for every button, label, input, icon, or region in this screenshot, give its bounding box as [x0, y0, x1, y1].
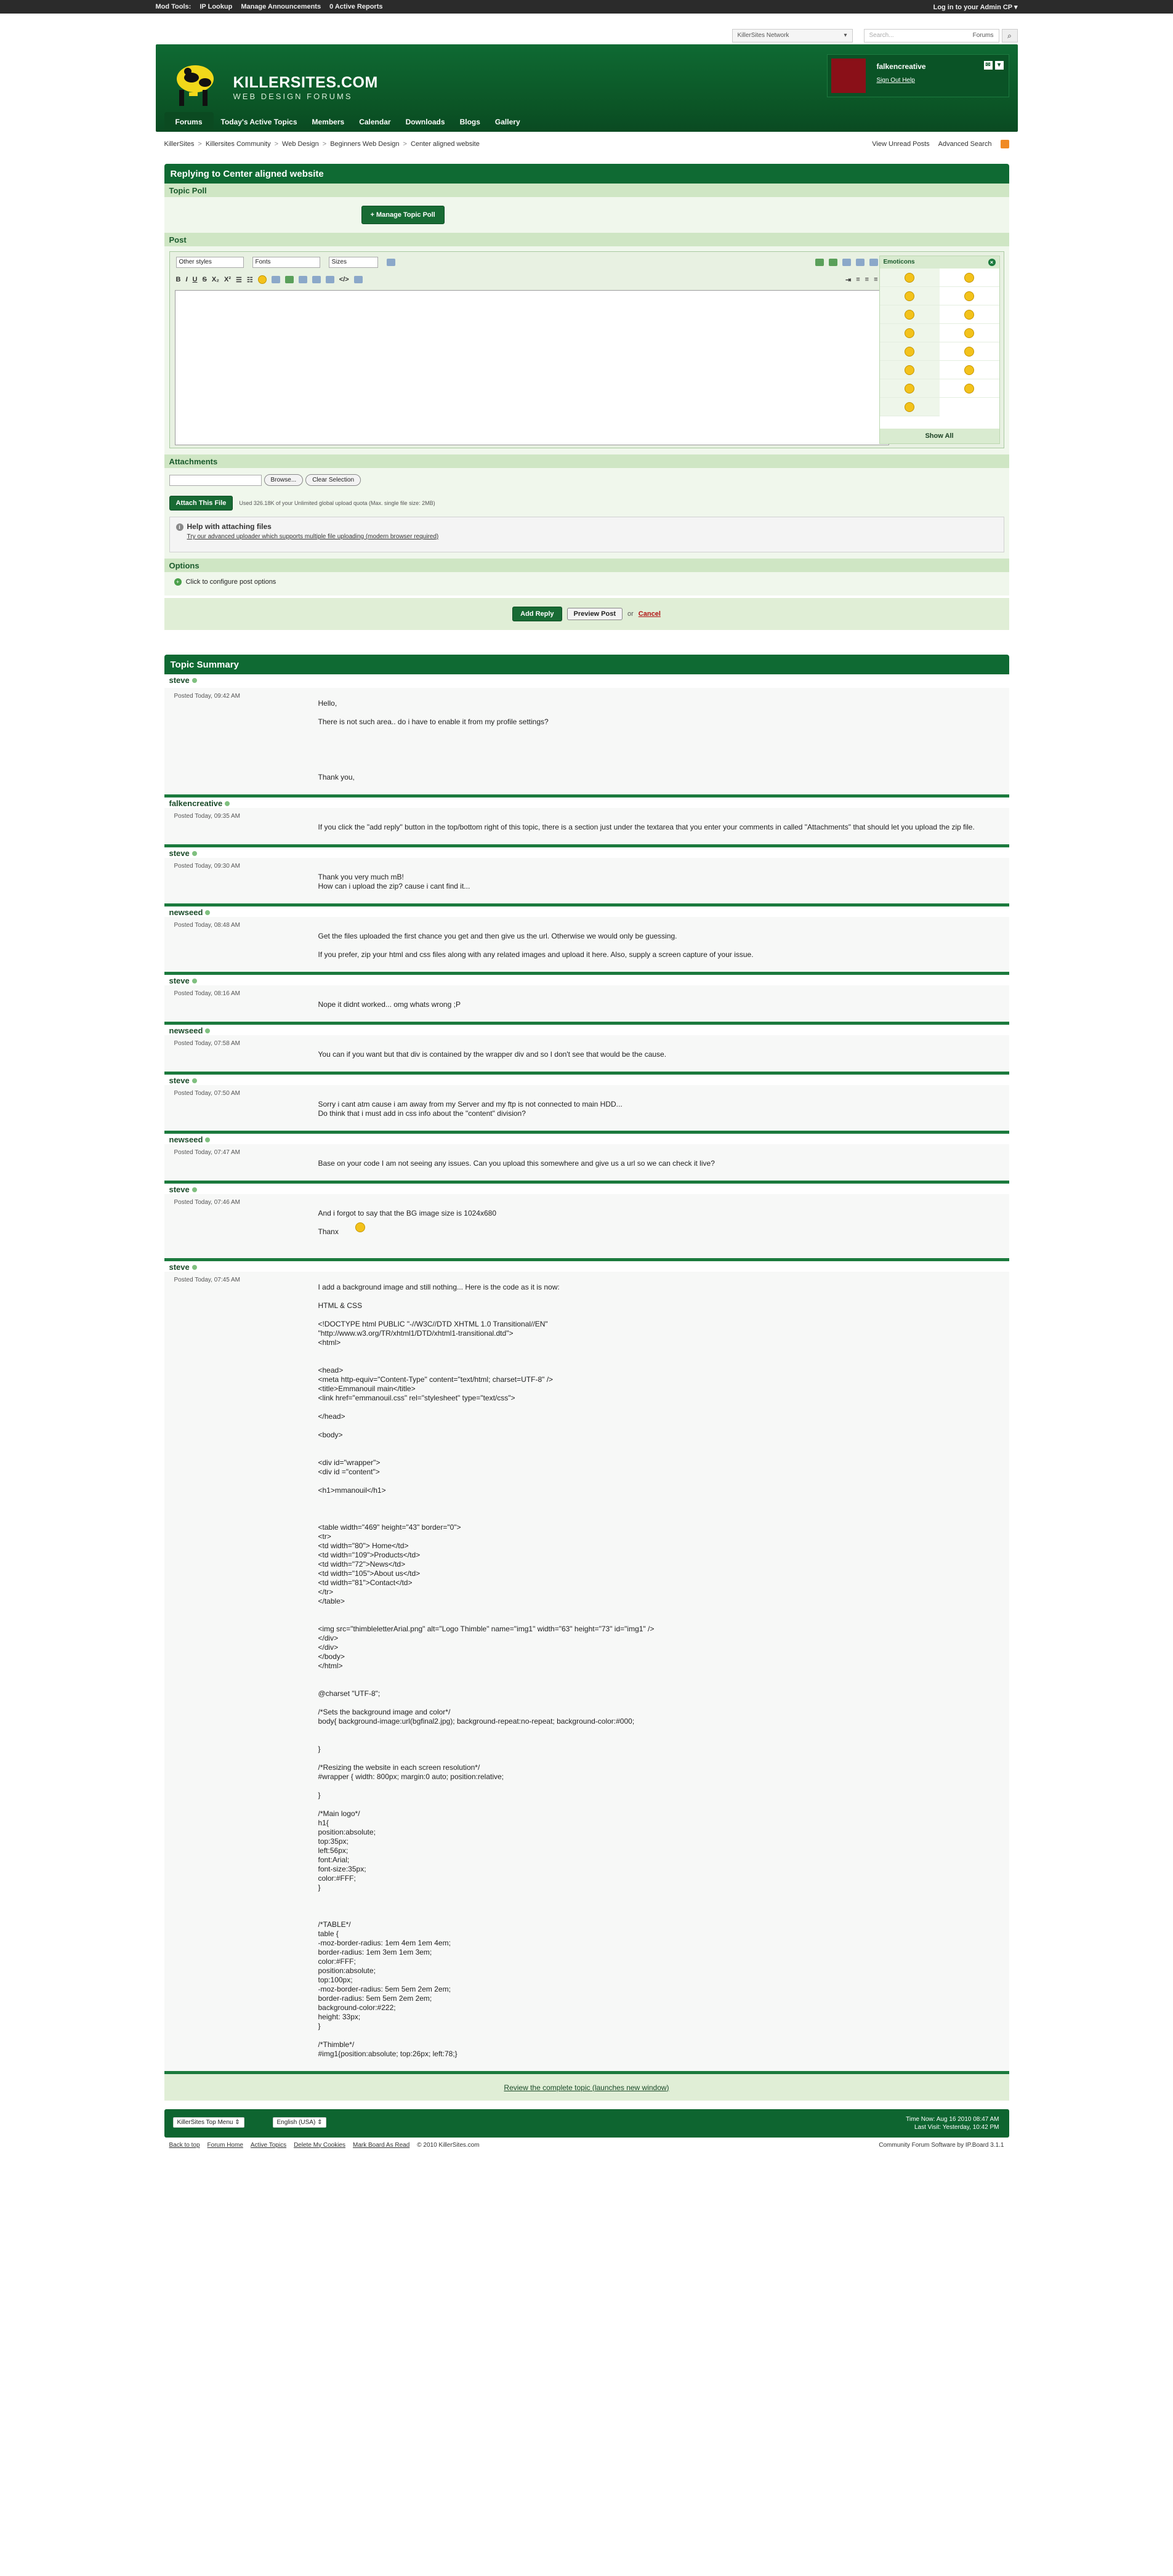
emoticon-mad-icon[interactable]: [905, 347, 914, 357]
post-date: Posted Today, 07:46 AM: [174, 1199, 240, 1206]
site-logo[interactable]: [233, 74, 378, 101]
redo-icon[interactable]: [829, 259, 837, 266]
strikethrough-icon[interactable]: S: [202, 276, 207, 283]
primary-nav: [164, 112, 528, 132]
online-status-icon: [192, 979, 197, 983]
user-box: [827, 54, 1009, 97]
time-now: Time Now: Aug 16 2010 08:47 AM: [906, 2116, 999, 2123]
email-icon[interactable]: [299, 276, 307, 283]
network-row: [0, 14, 1173, 44]
help-icon[interactable]: [856, 259, 865, 266]
cancel-link[interactable]: Cancel: [638, 610, 661, 618]
post-date: Posted Today, 07:58 AM: [174, 1040, 240, 1047]
tab-active-topics[interactable]: Today's Active Topics: [220, 118, 297, 126]
post-date: Posted Today, 09:35 AM: [174, 813, 240, 820]
powered-by[interactable]: Community Forum Software by IP.Board 3.1.1: [879, 2141, 1004, 2149]
online-status-icon: [192, 851, 197, 856]
mod-tools-label: Mod Tools:: [155, 3, 191, 10]
or-text: or: [627, 610, 634, 618]
emoticon-dry-icon[interactable]: [905, 365, 914, 375]
emoticon-ohmy-icon[interactable]: [964, 347, 974, 357]
breadcrumb-item[interactable]: Killersites Community: [205, 140, 271, 148]
advanced-uploader-link[interactable]: Try our advanced uploader which supports multiple file uploading (modern browser required): [187, 533, 439, 540]
align-center-icon[interactable]: ≡: [865, 275, 869, 283]
post: [164, 1131, 1009, 1181]
clear-selection-button[interactable]: Clear Selection: [305, 474, 361, 486]
search-button[interactable]: [1002, 29, 1018, 42]
post: [164, 903, 1009, 972]
mark-read-link[interactable]: Mark Board As Read: [353, 2141, 410, 2149]
post-date: Posted Today, 08:16 AM: [174, 990, 240, 997]
online-status-icon: [192, 678, 197, 683]
emoticon-icon[interactable]: [258, 275, 267, 284]
smiley-icon: [355, 1222, 365, 1232]
emoticon-cool-icon[interactable]: [964, 328, 974, 338]
language-select[interactable]: English (USA) ⇕: [273, 2117, 327, 2128]
post-author[interactable]: newseed: [169, 1026, 203, 1035]
topic-summary-title: Topic Summary: [164, 655, 1009, 674]
breadcrumb-item[interactable]: Center aligned website: [410, 140, 480, 148]
post: [164, 794, 1009, 844]
undo-icon[interactable]: [815, 259, 824, 266]
show-all-emoticons-button[interactable]: Show All: [880, 429, 999, 443]
post-content: Base on your code I am not seeing any issues. Can you upload this somewhere and give us a url so we can check it live?: [318, 1159, 715, 1168]
topic-summary: [164, 655, 1009, 2101]
emoticon-grid: [880, 269, 999, 416]
emoticon-smile-icon[interactable]: [905, 273, 914, 283]
sizes-select[interactable]: Sizes: [329, 257, 378, 268]
delete-cookies-link[interactable]: Delete My Cookies: [294, 2141, 345, 2149]
manage-poll-button[interactable]: + Manage Topic Poll: [361, 206, 445, 224]
post-author[interactable]: steve: [169, 676, 190, 685]
emoticon-laugh-icon[interactable]: [905, 310, 914, 320]
styles-select[interactable]: Other styles: [176, 257, 244, 268]
post-author[interactable]: steve: [169, 849, 190, 858]
emoticon-grin-icon[interactable]: [964, 273, 974, 283]
tab-downloads[interactable]: Downloads: [405, 118, 445, 126]
add-icon[interactable]: +: [174, 578, 182, 586]
online-status-icon: [225, 801, 230, 806]
source-icon[interactable]: [869, 259, 878, 266]
review-topic-link[interactable]: Review the complete topic (launches new window): [504, 2083, 669, 2092]
media-icon[interactable]: [312, 276, 321, 283]
rich-text-editor: [169, 251, 1004, 448]
file-input[interactable]: [169, 475, 262, 486]
online-status-icon: [205, 910, 210, 915]
post: [164, 972, 1009, 1022]
editor-toolbar: [170, 252, 884, 286]
rss-icon[interactable]: [1001, 140, 1009, 148]
attachments-header: Attachments: [164, 454, 1009, 468]
post: [164, 1022, 1009, 1072]
tab-gallery[interactable]: Gallery: [494, 118, 520, 126]
post-date: Posted Today, 07:50 AM: [174, 1090, 240, 1097]
upload-help-box: [169, 517, 1004, 552]
logo-subtitle: WEB DESIGN FORUMS: [233, 92, 353, 101]
post-content: Thank you very much mB! How can i upload the zip? cause i cant find it...: [318, 873, 470, 890]
tab-forums[interactable]: Forums: [164, 112, 214, 132]
code-icon[interactable]: </>: [339, 276, 349, 283]
post-author[interactable]: steve: [169, 1262, 190, 1272]
underline-icon[interactable]: U: [192, 276, 198, 283]
emoticon-biggrin-icon[interactable]: [905, 402, 914, 412]
messages-icon[interactable]: ✉: [984, 61, 993, 70]
info-icon: i: [176, 523, 183, 531]
chevron-down-icon[interactable]: ▾: [995, 61, 1004, 70]
review-topic-bar: [164, 2071, 1009, 2101]
site-header: [156, 44, 1018, 132]
post-date: Posted Today, 08:48 AM: [174, 922, 240, 929]
post-author[interactable]: newseed: [169, 908, 203, 917]
superscript-icon[interactable]: X²: [224, 276, 232, 283]
other-icon[interactable]: [354, 276, 363, 283]
link-icon[interactable]: [272, 276, 280, 283]
search-icon: ⌕: [1007, 31, 1012, 40]
options-header: Options: [164, 559, 1009, 572]
frog-logo-icon[interactable]: [167, 54, 224, 111]
post-textarea[interactable]: [175, 290, 889, 445]
copyright: © 2010 KillerSites.com: [417, 2141, 480, 2149]
upload-quota-text: Used 326.18K of your Unlimited global upload quota (Max. single file size: 2MB): [239, 500, 435, 506]
subscript-icon[interactable]: X₂: [211, 276, 220, 283]
breadcrumb-item[interactable]: KillerSites: [164, 140, 195, 148]
online-status-icon: [192, 1265, 197, 1270]
post-content: Hello, There is not such area.. do i have to enable it from my profile settings? Thank you,: [318, 699, 549, 781]
admin-cp-link[interactable]: Log in to your Admin CP ▾: [933, 3, 1018, 11]
search-input[interactable]: Search... Forums: [864, 29, 999, 42]
post: [164, 1181, 1009, 1258]
online-status-icon: [205, 1028, 210, 1033]
advanced-search-link[interactable]: Advanced Search: [938, 140, 992, 148]
color-icon[interactable]: [387, 259, 395, 266]
logo-title: KILLERSITES.COM: [233, 74, 378, 91]
breadcrumb: KillerSites > Killersites Community > Web Design > Beginners Web Design > Center aligned website View Unread Posts Advanced Search: [156, 132, 1018, 156]
post-content: If you click the "add reply" button in the top/bottom right of this topic, there is a section just under the textarea that you enter your comments in called "Attachments" that should let you upload the zip file.: [318, 823, 975, 831]
online-status-icon: [192, 1078, 197, 1083]
italic-icon[interactable]: I: [185, 276, 188, 283]
top-menu-select[interactable]: KillerSites Top Menu ⇕: [173, 2117, 244, 2128]
numbered-list-icon[interactable]: ☷: [246, 276, 253, 284]
search-scope[interactable]: Forums: [972, 32, 994, 39]
quote-icon[interactable]: [326, 276, 334, 283]
browse-button[interactable]: Browse...: [264, 474, 304, 486]
align-left-icon[interactable]: ≡: [856, 275, 860, 283]
avatar[interactable]: [831, 59, 866, 93]
emoticon-huh-icon[interactable]: [905, 328, 914, 338]
align-right-icon[interactable]: ≡: [874, 275, 878, 283]
post-author[interactable]: steve: [169, 976, 190, 985]
page-title: Replying to Center aligned website: [164, 164, 1009, 184]
post: [164, 844, 1009, 903]
post-author[interactable]: newseed: [169, 1135, 203, 1144]
form-actions: [164, 598, 1009, 630]
post-content: And i forgot to say that the BG image size is 1024x680 Thanx: [318, 1209, 496, 1236]
bullet-list-icon[interactable]: ☰: [236, 276, 242, 284]
last-visit: Last Visit: Yesterday, 10:42 PM: [914, 2124, 999, 2131]
back-to-top-link[interactable]: Back to top: [169, 2141, 200, 2149]
post-author[interactable]: falkencreative: [169, 799, 223, 808]
user-links[interactable]: Sign Out Help: [876, 77, 915, 84]
footer-bar: [164, 2109, 1009, 2138]
breadcrumb-item[interactable]: Beginners Web Design: [330, 140, 400, 148]
tab-blogs[interactable]: Blogs: [459, 118, 480, 126]
post-content: You can if you want but that div is contained by the wrapper div and so I don't see that would be the cause.: [318, 1050, 667, 1059]
network-select[interactable]: KillerSites Network ▾: [732, 29, 853, 42]
post-content: Get the files uploaded the first chance you get and then give us the url. Otherwise we would only be guessing. If you prefer, zip your html and css files along with any related images and upload it here. Also, supply a screen capture of your issue.: [318, 932, 754, 959]
post-content: I add a background image and still nothing... Here is the code as it is now: HTML & CSS <!DOCTYPE html PUBLIC "-//W3C//DTD XHTML 1.0 Transitional//EN" "http://www.w3.org/TR/xhtml1/DTD/xhtml1-transitional.dtd"> <html> <head> <meta http-equiv="Content-Type" content="text/html; charset=UTF-8" /> <title>Emmanouil main</title> <link href="emmanouil.css" rel="stylesheet" type="text/css"> </head> <body> <div id="wrapper"> <div id ="content"> <h1>mmanouil</h1> <table width="469" height="43" border="0"> <tr> <td width="80"> Home</td> <td width="109">Products</td> <td width="72">News</td> <td width="105">About us</td> <td width="81">Contact</td> </tr> </table> <img src="thimbleletterArial.png" alt="Logo Thimble" name="img1" width="63" height="73" id="img1" /> </div> </div> </body> </html> @charset "UTF-8"; /*Sets the background image and color*/ body{ background-image:url(bgfinal2.jpg); background-repeat:no-repeat; background-color:#000; } /*Resizing the website in each screen resolution*/ #wrapper { width: 800px; margin:0 auto; position:relative; } /*Main logo*/ h1{ position:absolute; top:35px; left:56px; font:Arial; font-size:35px; color:#FFF; } /*TABLE*/ table { -moz-border-radius: 1em 4em 1em 4em; border-radius: 1em 3em 1em 3em; color:#FFF; position:absolute; top:100px; -moz-border-radius: 5em 5em 2em 2em; border-radius: 5em 5em 2em 2em; background-color:#222; height: 33px; } /*Thimble*/ #img1{position:absolute; top:26px; left:78;}: [318, 1283, 655, 2058]
active-topics-link[interactable]: Active Topics: [250, 2141, 287, 2149]
post-date: Posted Today, 07:45 AM: [174, 1277, 240, 1283]
post-header: Post: [164, 233, 1009, 246]
online-status-icon: [192, 1187, 197, 1192]
fonts-select[interactable]: Fonts: [252, 257, 320, 268]
post: [164, 674, 1009, 794]
username[interactable]: falkencreative: [876, 62, 926, 71]
post-date: Posted Today, 07:47 AM: [174, 1149, 240, 1156]
footer-links: [164, 2138, 1009, 2152]
emoticons-title: Emoticons: [883, 259, 915, 265]
online-status-icon: [205, 1137, 210, 1142]
attachments-area: [164, 468, 1009, 559]
bold-icon[interactable]: B: [175, 276, 181, 283]
chevron-down-icon: ▾: [844, 32, 847, 39]
emoticon-sad-icon[interactable]: [964, 310, 974, 320]
ip-lookup-link[interactable]: IP Lookup: [200, 3, 233, 10]
post: [164, 1072, 1009, 1131]
help-title: Help with attaching files: [187, 522, 272, 531]
close-icon[interactable]: ×: [988, 259, 996, 266]
emoticon-happy-icon[interactable]: [905, 384, 914, 394]
forum-home-link[interactable]: Forum Home: [207, 2141, 243, 2149]
post: [164, 1258, 1009, 2071]
admin-bar: [0, 0, 1173, 14]
topic-poll-header: Topic Poll: [164, 184, 1009, 197]
configure-options-link[interactable]: Click to configure post options: [185, 578, 276, 586]
indent-icon[interactable]: ⇥: [845, 276, 852, 284]
post-author[interactable]: steve: [169, 1076, 190, 1085]
post-author[interactable]: steve: [169, 1185, 190, 1194]
emoticon-tongue-icon[interactable]: [964, 291, 974, 301]
post-date: Posted Today, 09:30 AM: [174, 863, 240, 870]
emoticon-wink-icon[interactable]: [905, 291, 914, 301]
view-unread-link[interactable]: View Unread Posts: [872, 140, 930, 148]
attach-file-button[interactable]: Attach This File: [169, 496, 233, 511]
image-icon[interactable]: [285, 276, 294, 283]
emoticons-panel: [879, 256, 1000, 444]
post-content: Sorry i cant atm cause i am away from my Server and my ftp is not connected to main HDD... Do think that i must add in css info about the "content" division?: [318, 1100, 623, 1118]
manage-announcements-link[interactable]: Manage Announcements: [241, 3, 321, 10]
tab-calendar[interactable]: Calendar: [359, 118, 391, 126]
active-reports-link[interactable]: 0 Active Reports: [329, 3, 383, 10]
add-reply-button[interactable]: Add Reply: [512, 607, 562, 621]
emoticon-unsure-icon[interactable]: [964, 384, 974, 394]
spellcheck-icon[interactable]: [842, 259, 851, 266]
reply-form: [164, 164, 1009, 630]
emoticon-blink-icon[interactable]: [964, 365, 974, 375]
post-content: Nope it didnt worked... omg whats wrong ;P: [318, 1000, 461, 1009]
tab-members[interactable]: Members: [312, 118, 345, 126]
preview-post-button[interactable]: Preview Post: [567, 608, 623, 620]
post-date: Posted Today, 09:42 AM: [174, 693, 240, 700]
add-icon: +: [370, 211, 376, 219]
breadcrumb-item[interactable]: Web Design: [282, 140, 319, 148]
